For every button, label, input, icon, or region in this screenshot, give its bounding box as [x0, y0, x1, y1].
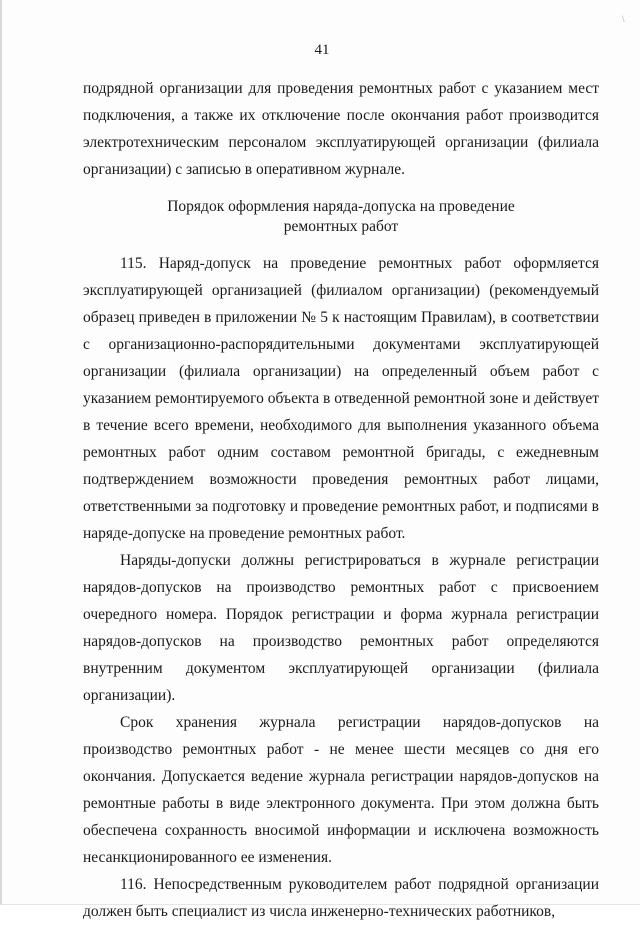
paragraph-registration: Наряды-допуски должны регистрироваться в журнале регистрации нарядов-допусков на производство ремонтных работ с присвоением очередного номера. Порядок регистрации и форма журнала регистрации нарядов-допусков на производство ремонтных работ определяются внутренним документом эксплуатирующей организации (филиала организации). — [83, 552, 599, 704]
section-heading-line-1: Порядок оформления наряда-допуска на проведение — [167, 198, 515, 215]
paragraph-intro: подрядной организации для проведения ремонтных работ с указанием мест подключения, а также их отключение после окончания работ производится электротехническим персоналом эксплуатирующей организации (филиала организации) с записью в оперативном журнале. — [83, 80, 599, 178]
paragraph-116: 116. Непосредственным руководителем работ подрядной организации должен быть специалист из числа инженерно-технических работников, — [83, 876, 599, 920]
section-heading-line-2: ремонтных работ — [283, 218, 399, 235]
corner-mark: \ — [622, 14, 625, 24]
paragraph-115: 115. Наряд-допуск на проведение ремонтных работ оформляется эксплуатирующей организацией (филиалом организации) (рекомендуемый образец приведен в приложении № 5 к настоящим Правилам), в соответствии с организационно-распорядительными документами эксплуатирующей организации (филиала организации) на определенный объем работ с указанием ремонтируемого объекта в отведенной ремонтной зоне и действует в течение всего времени, необходимого для выполнения указанного объема ремонтных работ одним составом ремонтной бригады, с ежедневным подтверждением возможности проведения ремонтных работ лицами, ответственными за подготовку и проведение ремонтных работ, и подписями в наряде-допуске на проведение ремонтных работ. — [83, 255, 599, 542]
paragraph-storage: Срок хранения журнала регистрации нарядов-допусков на производство ремонтных работ - не менее шести месяцев со дня его окончания. Допускается ведение журнала регистрации нарядов-допусков на ремонтные работы в виде электронного документа. При этом должна быть обеспечена сохранность вносимой информации и исключена возможность несанкционированного ее изменения. — [83, 714, 599, 866]
document-body — [83, 75, 599, 925]
section-heading — [83, 197, 599, 237]
page-number: 41 — [314, 42, 330, 58]
